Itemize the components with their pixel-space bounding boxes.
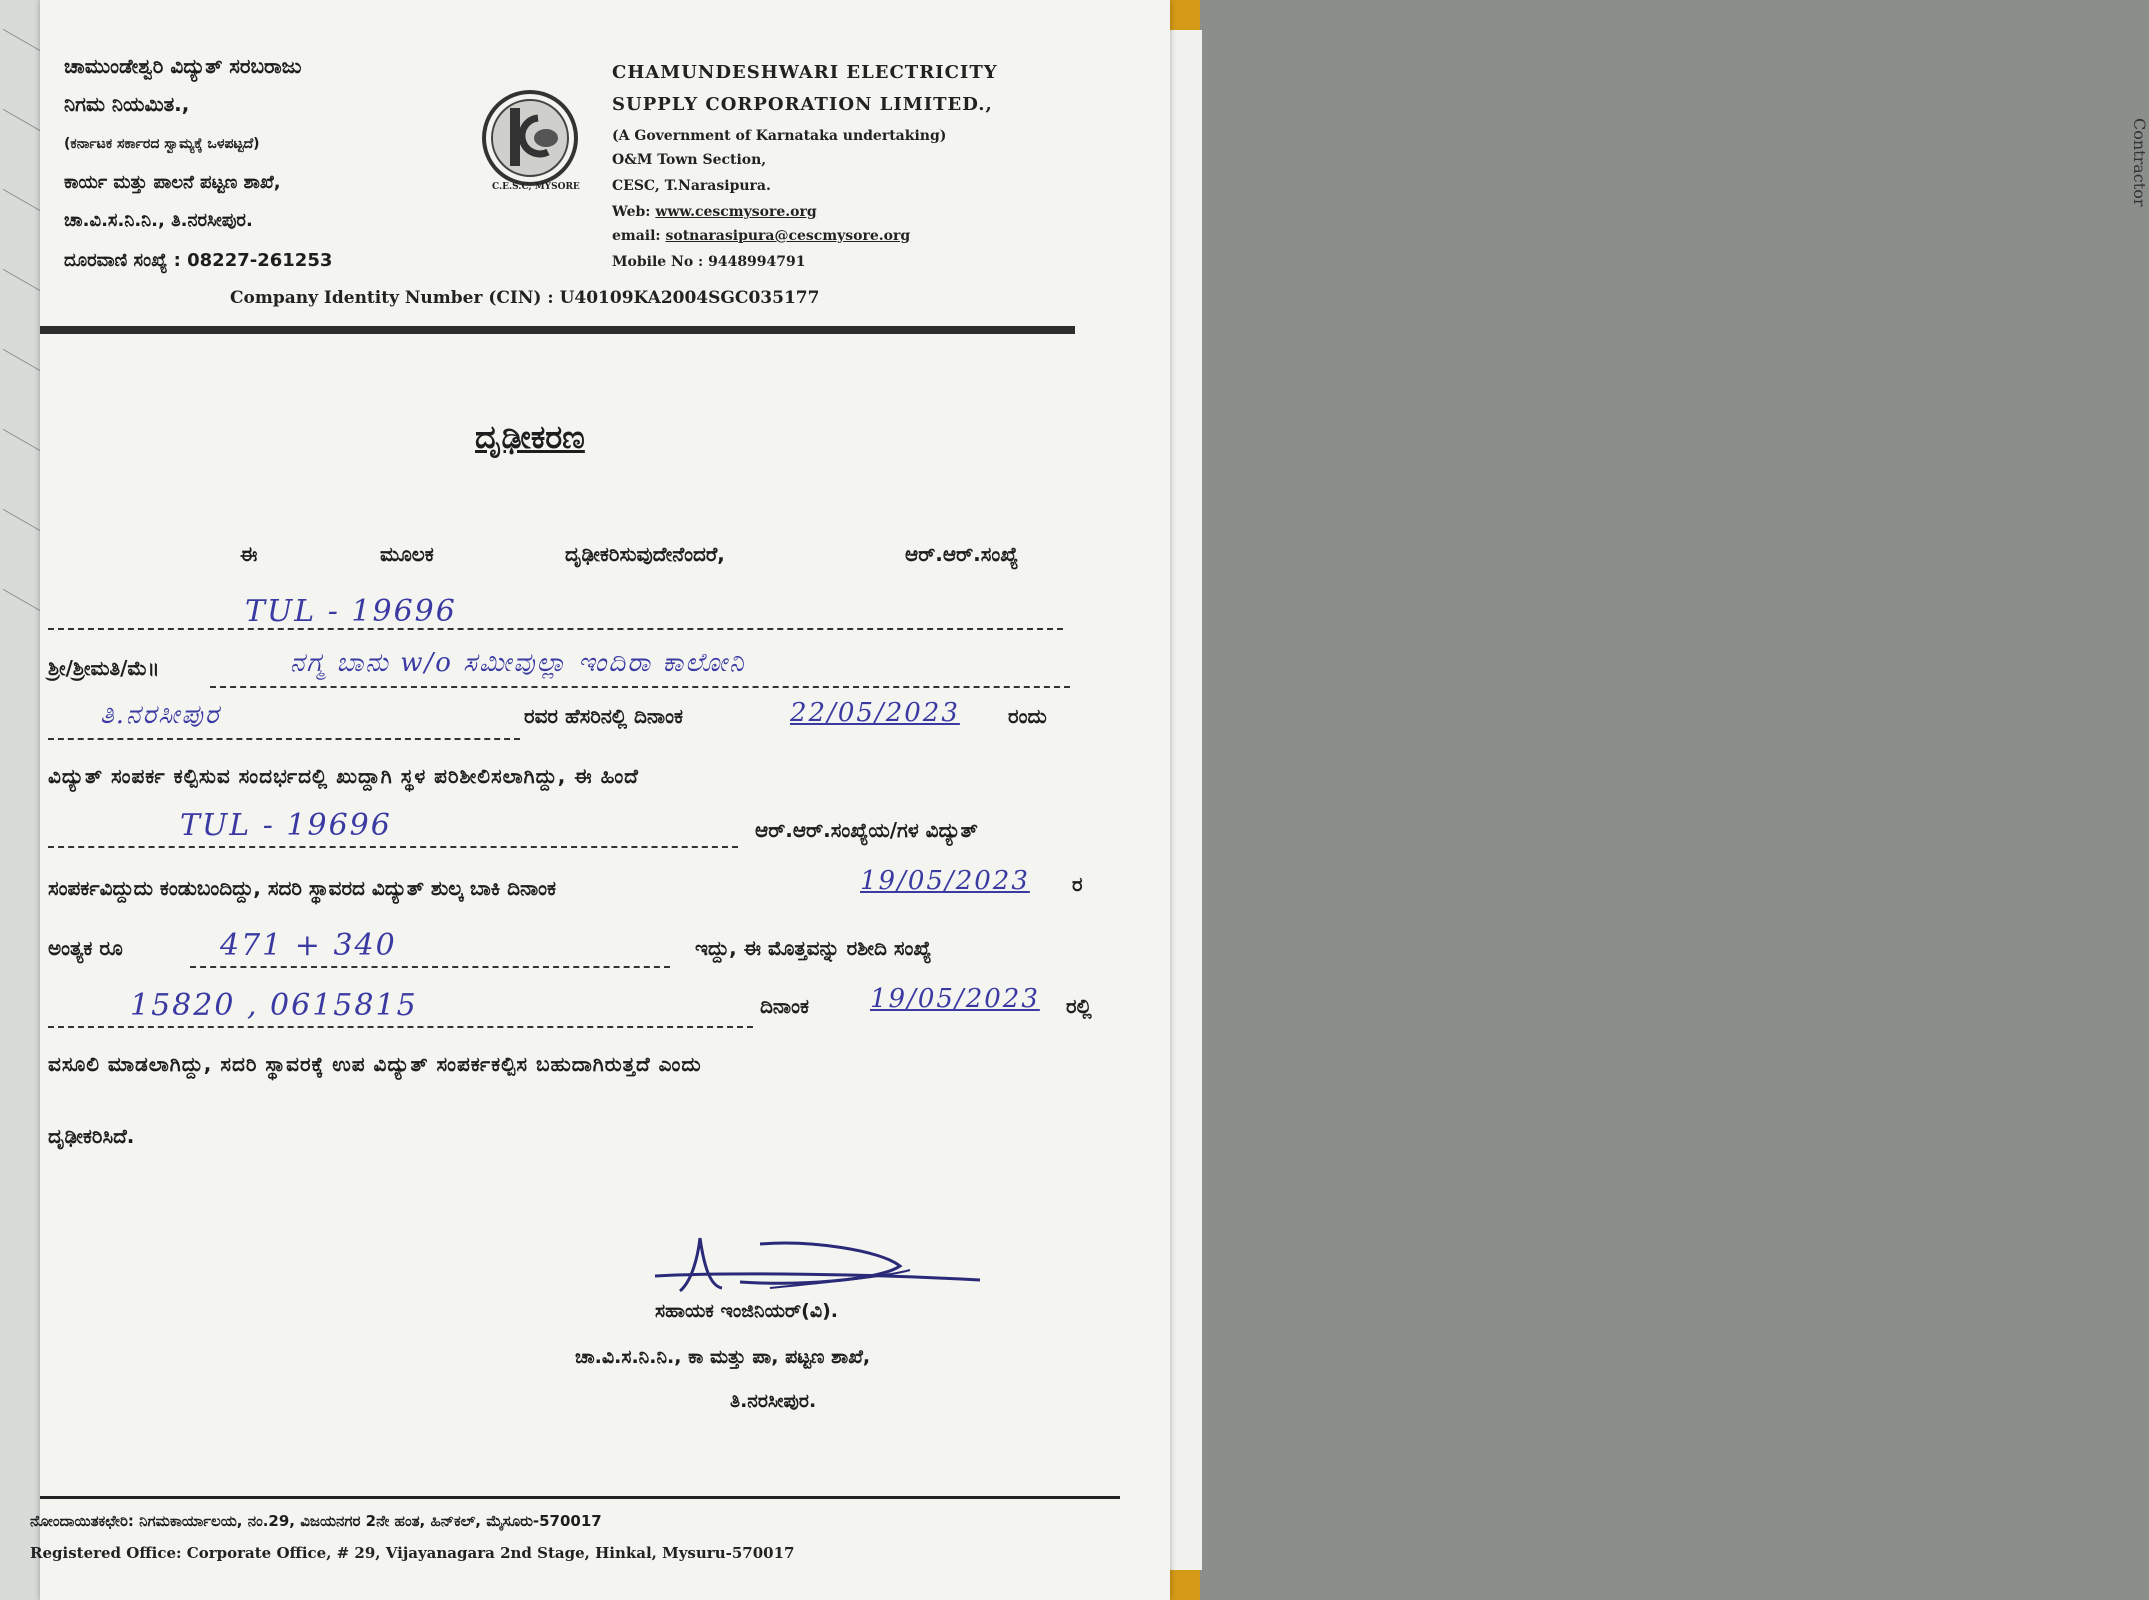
date3-prefix: ದಿನಾಂಕ (760, 994, 809, 1018)
web-label: Web: (612, 204, 656, 220)
certificate-page (30, 0, 1170, 1600)
cesc-logo (480, 88, 580, 188)
logo-caption: C.E.S.C, MYSORE (492, 182, 580, 192)
name-prefix: ಶ್ರೀ/ಶ್ರೀಮತಿ/ಮೆ॥ (48, 656, 160, 680)
body-word-4: ಆರ್.ಆರ್.ಸಂಖ್ಯೆ (905, 542, 1019, 566)
amount-prefix: ಅಂತ್ಯಕ ರೂ (48, 936, 123, 960)
amount-dotline (190, 966, 670, 968)
body-line10: ದೃಢೀಕರಿಸಿದೆ. (48, 1124, 135, 1148)
rr-number2-dotline (48, 846, 738, 848)
body-line9: ವಸೂಲಿ ಮಾಡಲಾಗಿದ್ದು, ಸದರಿ ಸ್ಥಾವರಕ್ಕೆ ಉಪ ವಿದ್ಯುತ್ ಸಂಪರ್ಕಕಲ್ಪಿಸ ಬಹುದಾಗಿರುತ್ತದೆ ಎಂದು (48, 1052, 702, 1076)
signatory-designation: ಸಹಾಯಕ ಇಂಜಿನಿಯರ್(ವಿ). (655, 1300, 838, 1322)
amount-suffix: ಇದ್ದು, ಈ ಮೊತ್ತವನ್ನು ರಶೀದಿ ಸಂಖ್ಯೆ (695, 936, 932, 960)
amount-handwritten: 471 + 340 (220, 928, 397, 963)
place-handwritten: ತಿ.ನರಸೀಪುರ (100, 700, 221, 730)
signatory-office: ಚಾ.ವಿ.ಸ.ನಿ.ನಿ., ಕಾ ಮತ್ತು ಪಾ, ಪಟ್ಟಣ ಶಾಖೆ, (575, 1346, 871, 1368)
name-handwritten: ನಗ್ಮ ಬಾನು w/o ಸಮೀವುಲ್ಲಾ ಇಂದಿರಾ ಕಾಲೋನಿ (290, 648, 746, 678)
kn-company-line2: ನಿಗಮ ನಿಯಮಿತ., (64, 92, 190, 116)
signatory-place: ತಿ.ನರಸೀಪುರ. (730, 1390, 817, 1412)
en-gov-note: (A Government of Karnataka undertaking) (612, 128, 947, 144)
footer-rule (40, 1496, 1120, 1499)
mobile-number: Mobile No : 9448994791 (612, 254, 806, 270)
en-company-line1: CHAMUNDESHWARI ELECTRICITY (612, 62, 998, 83)
en-place: CESC, T.Narasipura. (612, 178, 771, 194)
header-rule (40, 326, 1075, 334)
place-dotline (48, 738, 520, 740)
body-word-3: ದೃಢೀಕರಿಸುವುದೇನೆಂದರೆ, (565, 542, 725, 566)
rr-number-handwritten: TUL - 19696 (245, 594, 457, 629)
date2-handwritten: 19/05/2023 (860, 866, 1030, 896)
footer-kannada: ನೋಂದಾಯಿತಕಛೇರಿ: ನಿಗಮಕಾರ್ಯಾಲಯ, ನಂ.29, ವಿಜಯನಗರ 2ನೇ ಹಂತ, ಹಿನ್‌ಕಲ್, ಮೈಸೂರು-570017 (30, 1512, 602, 1530)
underlying-sheet-text: Contractor (2130, 118, 2149, 207)
en-section: O&M Town Section, (612, 152, 767, 168)
body-line5-suffix: ಆರ್.ಆರ್.ಸಂಖ್ಯೆಯ/ಗಳ ವಿದ್ಯುತ್ (755, 818, 978, 842)
page-title: ದೃಢೀಕರಣ (475, 418, 585, 456)
kn-section: ಕಾರ್ಯ ಮತ್ತು ಪಾಲನೆ ಪಟ್ಟಣ ಶಾಖೆ, (64, 172, 281, 193)
body-word-2: ಮೂಲಕ (380, 542, 434, 566)
en-company-line2: SUPPLY CORPORATION LIMITED., (612, 94, 993, 115)
email-label: email: (612, 228, 666, 244)
kn-company-line1: ಚಾಮುಂಡೇಶ್ವರಿ ವಿದ್ಯುತ್ ಸರಬರಾಜು (64, 54, 302, 78)
body-line6: ಸಂಪರ್ಕವಿದ್ದುದು ಕಂಡುಬಂದಿದ್ದು, ಸದರಿ ಸ್ಥಾವರದ ವಿದ್ಯುತ್ ಶುಲ್ಕ ಬಾಕಿ ದಿನಾಂಕ (48, 876, 557, 900)
web-link[interactable]: www.cescmysore.org (655, 204, 817, 220)
body-word-1: ಈ (240, 542, 258, 566)
name-dotline (210, 686, 1070, 688)
date1-handwritten: 22/05/2023 (790, 698, 960, 728)
kn-phone: ದೂರವಾಣಿ ಸಂಖ್ಯೆ : 08227-261253 (64, 250, 333, 271)
footer-english: Registered Office: Corporate Office, # 29, Vijayanagara 2nd Stage, Hinkal, Mysuru-570017 (30, 1544, 795, 1562)
email-link[interactable]: sotnarasipura@cescmysore.org (665, 228, 911, 244)
kn-place: ಚಾ.ವಿ.ಸ.ನಿ.ನಿ., ತಿ.ನರಸೀಪುರ. (64, 210, 253, 231)
web-line (612, 204, 817, 220)
cin-number: Company Identity Number (CIN) : U40109KA2004SGC035177 (230, 288, 820, 308)
receipt-dotline (48, 1026, 753, 1028)
date1-suffix: ರಂದು (1008, 704, 1047, 728)
rr-number-dotline (48, 628, 1063, 630)
body-line4: ವಿದ್ಯುತ್ ಸಂಪರ್ಕ ಕಲ್ಪಿಸುವ ಸಂದರ್ಭದಲ್ಲಿ ಖುದ್ದಾಗಿ ಸ್ಥಳ ಪರಿಶೀಲಿಸಲಾಗಿದ್ದು, ಈ ಹಿಂದೆ (48, 764, 639, 788)
handwritten-signature (650, 1236, 990, 1306)
date2-suffix: ರ (1072, 872, 1083, 896)
date3-suffix: ರಲ್ಲಿ (1066, 994, 1092, 1018)
rr-number2-handwritten: TUL - 19696 (180, 808, 392, 843)
date3-handwritten: 19/05/2023 (870, 984, 1040, 1014)
receipt-handwritten: 15820 , 0615815 (130, 988, 418, 1023)
kn-gov-note: (ಕರ್ನಾಟಕ ಸರ್ಕಾರದ ಸ್ವಾಮ್ಯಕ್ಕೆ ಒಳಪಟ್ಟದೆ) (64, 136, 260, 152)
date-phrase: ರವರ ಹೆಸರಿನಲ್ಲಿ ದಿನಾಂಕ (524, 704, 683, 728)
email-line (612, 228, 910, 244)
